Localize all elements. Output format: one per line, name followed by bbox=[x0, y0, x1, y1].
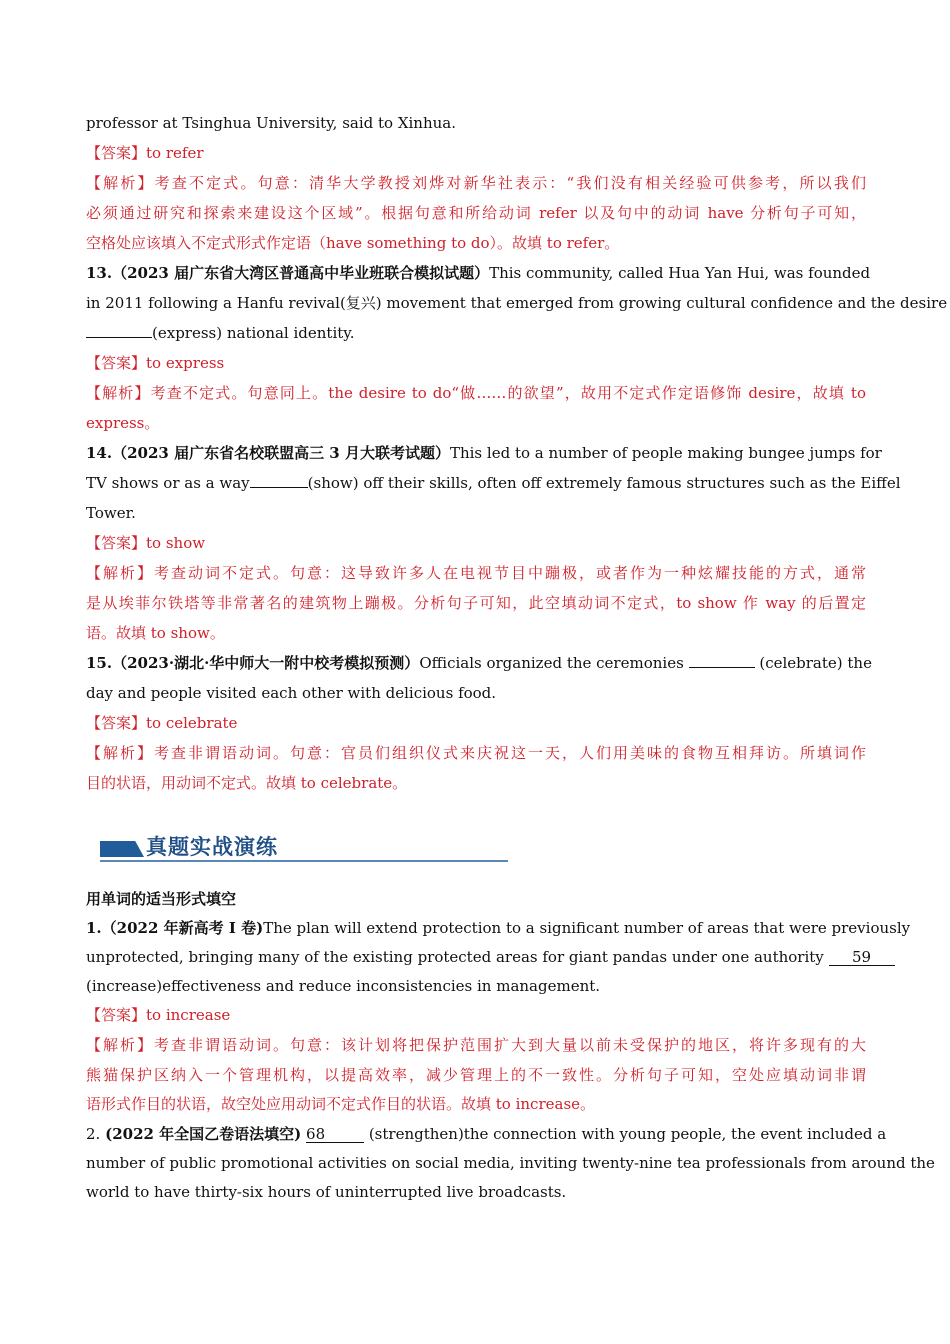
question-text: in 2011 following a Hanfu revival(复兴) movement that emerged from growing cultural confidence and the desire bbox=[86, 294, 948, 312]
question-text: The plan will extend protection to a significant number of areas that were previously bbox=[263, 919, 911, 937]
answer-tag: 【答案】 bbox=[86, 144, 147, 162]
analysis-line bbox=[86, 618, 866, 648]
question-line bbox=[86, 468, 901, 498]
analysis-line bbox=[86, 768, 866, 798]
question-source: （2023 届广东省大湾区普通高中毕业班联合模拟试题） bbox=[112, 264, 490, 282]
answer-tag: 【答案】 bbox=[86, 534, 147, 552]
question-line bbox=[86, 258, 871, 288]
analysis-text: 考查不定式。句意：清华大学教授刘烨对新华社表示：“我们没有相关经验可供参考，所以我们 bbox=[154, 174, 866, 192]
analysis-line bbox=[86, 168, 866, 198]
analysis-text: 熊猫保护区纳入一个管理机构，以提高效率，减少管理上的不一致性。分析句子可知，空处应填动词非谓 bbox=[86, 1066, 866, 1084]
analysis-text: 目的状语，用动词不定式。故填 to celebrate。 bbox=[86, 774, 408, 792]
analysis-line bbox=[86, 738, 866, 768]
answer-text: to increase bbox=[146, 1006, 231, 1024]
question-text: (express) national identity. bbox=[152, 324, 355, 342]
instruction-text: 用单词的适当形式填空 bbox=[86, 890, 237, 908]
answer-blank: 59 bbox=[829, 949, 895, 966]
question-line bbox=[86, 1148, 935, 1178]
analysis-tag: 【解析】 bbox=[86, 744, 154, 762]
question-line bbox=[86, 678, 866, 708]
analysis-line bbox=[86, 228, 866, 258]
question-source: （2022 年新高考 I 卷) bbox=[101, 919, 264, 937]
question-text: (increase)effectiveness and reduce inconsistencies in management. bbox=[86, 977, 601, 995]
question-line bbox=[86, 498, 866, 528]
analysis-tag: 【解析】 bbox=[86, 174, 155, 192]
analysis-tag: 【解析】 bbox=[86, 564, 154, 582]
analysis-text: 空格处应该填入不定式形式作定语（have something to do）。故填 to refer。 bbox=[86, 234, 620, 252]
question-text: number of public promotional activities on social media, inviting twenty-nine tea professionals from around the bbox=[86, 1154, 935, 1172]
answer-line bbox=[86, 138, 866, 168]
answer-blank bbox=[250, 487, 308, 488]
analysis-line bbox=[86, 378, 866, 408]
banner-accent-bar bbox=[100, 841, 144, 857]
question-text: Officials organized the ceremonies bbox=[419, 654, 684, 672]
answer-blank bbox=[689, 667, 755, 668]
analysis-line bbox=[86, 558, 866, 588]
analysis-line bbox=[86, 1089, 866, 1119]
analysis-line bbox=[86, 408, 866, 438]
question-number: 1. bbox=[86, 919, 102, 937]
question-line bbox=[86, 318, 866, 348]
question-number: 2. bbox=[86, 1125, 101, 1143]
question-text: (strengthen)the connection with young people, the event included a bbox=[368, 1125, 887, 1143]
analysis-text: 考查非谓语动词。句意：官员们组织仪式来庆祝这一天，人们用美味的食物互相拜访。所填词作 bbox=[154, 744, 866, 762]
answer-text: to express bbox=[146, 354, 225, 372]
question-source: (2022 年全国乙卷语法填空) bbox=[105, 1125, 302, 1143]
analysis-tag: 【解析】 bbox=[86, 1036, 154, 1054]
answer-line bbox=[86, 1000, 866, 1030]
analysis-line bbox=[86, 198, 866, 228]
analysis-text: 考查动词不定式。句意：这导致许多人在电视节目中蹦极，或者作为一种炫耀技能的方式，通常 bbox=[154, 564, 866, 582]
passage-text: professor at Tsinghua University, said to Xinhua. bbox=[86, 114, 457, 132]
answer-blank: 68 bbox=[306, 1126, 364, 1143]
question-number: 14. bbox=[86, 444, 113, 462]
question-line bbox=[86, 288, 948, 318]
answer-line bbox=[86, 708, 866, 738]
analysis-tag: 【解析】 bbox=[86, 384, 151, 402]
analysis-line bbox=[86, 588, 866, 618]
text-line bbox=[86, 108, 866, 138]
question-text: (show) off their skills, often off extremely famous structures such as the Eiffel bbox=[307, 474, 901, 492]
analysis-text: 语。故填 to show。 bbox=[86, 624, 225, 642]
section-title: 真题实战演练 bbox=[146, 834, 278, 859]
analysis-line bbox=[86, 1030, 866, 1060]
analysis-text: 语形式作目的状语，故空处应用动词不定式作目的状语。故填 to increase。 bbox=[86, 1095, 596, 1113]
question-line bbox=[86, 913, 911, 943]
answer-tag: 【答案】 bbox=[86, 714, 147, 732]
question-line bbox=[86, 438, 882, 468]
question-text: unprotected, bringing many of the existing protected areas for giant pandas under one authority bbox=[86, 948, 824, 966]
analysis-text: 考查非谓语动词。句意：该计划将把保护范围扩大到大量以前未受保护的地区，将许多现有的大 bbox=[154, 1036, 866, 1054]
analysis-text: express。 bbox=[86, 414, 160, 432]
answer-text: to celebrate bbox=[146, 714, 238, 732]
answer-line bbox=[86, 528, 866, 558]
answer-blank bbox=[86, 337, 152, 338]
analysis-text: 必须通过研究和探索来建设这个区域”。根据句意和所给动词 refer 以及句中的动词 have 分析句子可知， bbox=[86, 204, 866, 222]
question-text: TV shows or as a way bbox=[86, 474, 250, 492]
question-line bbox=[86, 648, 872, 678]
question-source: （2023 届广东省名校联盟高三 3 月大联考试题） bbox=[112, 444, 450, 462]
question-line bbox=[86, 1119, 887, 1149]
answer-text: to show bbox=[146, 534, 206, 552]
question-text: This led to a number of people making bungee jumps for bbox=[449, 444, 882, 462]
analysis-text: 是从埃菲尔铁塔等非常著名的建筑物上蹦极。分析句子可知，此空填动词不定式，to show 作 way 的后置定 bbox=[86, 594, 866, 612]
answer-line bbox=[86, 348, 866, 378]
question-text: Tower. bbox=[86, 504, 136, 522]
answer-tag: 【答案】 bbox=[86, 354, 147, 372]
analysis-text: 考查不定式。句意同上。the desire to do“做……的欲望”，故用不定式作定语修饰 desire，故填 to bbox=[150, 384, 866, 402]
question-number: 15. bbox=[86, 654, 113, 672]
question-number: 13. bbox=[86, 264, 113, 282]
instruction-line bbox=[86, 884, 866, 914]
question-text: This community, called Hua Yan Hui, was founded bbox=[489, 264, 871, 282]
question-line bbox=[86, 971, 866, 1001]
section-banner bbox=[100, 832, 508, 862]
question-line bbox=[86, 942, 872, 972]
question-text: day and people visited each other with delicious food. bbox=[86, 684, 497, 702]
answer-text: to refer bbox=[146, 144, 204, 162]
question-line bbox=[86, 1177, 866, 1207]
analysis-line bbox=[86, 1060, 866, 1090]
answer-tag: 【答案】 bbox=[86, 1006, 147, 1024]
banner-divider bbox=[100, 860, 508, 862]
question-source: （2023·湖北·华中师大一附中校考模拟预测） bbox=[112, 654, 420, 672]
question-text: (celebrate) the bbox=[759, 654, 872, 672]
question-text: world to have thirty-six hours of uninterrupted live broadcasts. bbox=[86, 1183, 567, 1201]
